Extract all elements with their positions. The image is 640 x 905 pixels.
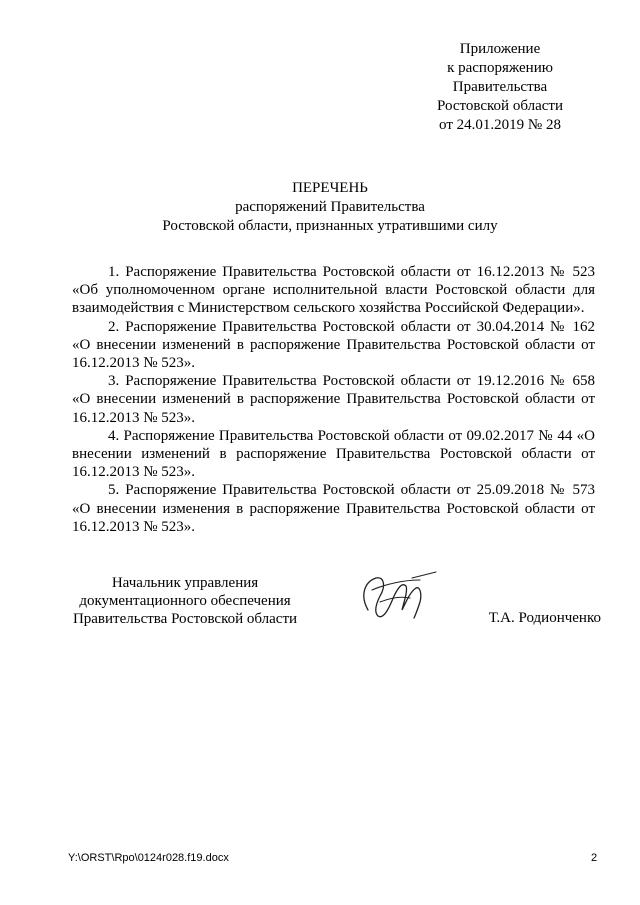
page-number: 2: [591, 852, 598, 864]
position-line-2: документационного обеспечения: [79, 593, 291, 609]
signature-block: [60, 574, 600, 634]
title-heading: ПЕРЕЧЕНЬ: [292, 180, 368, 196]
appendix-line-2: к распоряжению: [447, 60, 553, 76]
list-item: 1. Распоряжение Правительства Ростовской области от 16.12.2013 № 523 «Об уполномоченном органе исполнительной власти Ростовской области для взаимодействия с Министерством сельского хозяйства Российской Федерации».: [72, 264, 595, 317]
signatory-position: [60, 574, 310, 628]
file-path: Y:\ORST\Rpo\0124r028.f19.docx: [68, 852, 229, 864]
appendix-line-1: Приложение: [459, 41, 541, 57]
title-line-2: распоряжений Правительства: [235, 199, 425, 215]
list-item: 2. Распоряжение Правительства Ростовской области от 30.04.2014 № 162 «О внесении изменений в распоряжение Правительства Ростовской области от 16.12.2013 № 523».: [72, 318, 595, 372]
appendix-line-3: Правительства: [452, 79, 548, 95]
appendix-block: [400, 40, 600, 135]
list-item: 3. Распоряжение Правительства Ростовской области от 19.12.2016 № 658 «О внесении изменений в распоряжение Правительства Ростовской области от 16.12.2013 № 523».: [72, 373, 595, 426]
position-line-3: Правительства Ростовской области: [72, 611, 298, 627]
document-title: [60, 179, 600, 236]
repealed-orders-list: [72, 263, 595, 536]
list-item: 5. Распоряжение Правительства Ростовской области от 25.09.2018 № 573 «О внесении изменения в распоряжение Правительства Ростовской области от 16.12.2013 № 523».: [72, 482, 595, 535]
handwritten-signature: [350, 566, 440, 626]
title-line-3: Ростовской области, признанных утратившими силу: [162, 218, 498, 234]
appendix-line-5: от 24.01.2019 № 28: [439, 117, 561, 133]
list-item: 4. Распоряжение Правительства Ростовской области от 09.02.2017 № 44 «О внесении изменений в распоряжение Правительства Ростовской области от 16.12.2013 № 523».: [72, 427, 595, 481]
signatory-name: Т.А. Родионченко: [488, 610, 601, 626]
position-line-1: Начальник управления: [111, 575, 259, 591]
appendix-line-4: Ростовской области: [437, 98, 563, 114]
